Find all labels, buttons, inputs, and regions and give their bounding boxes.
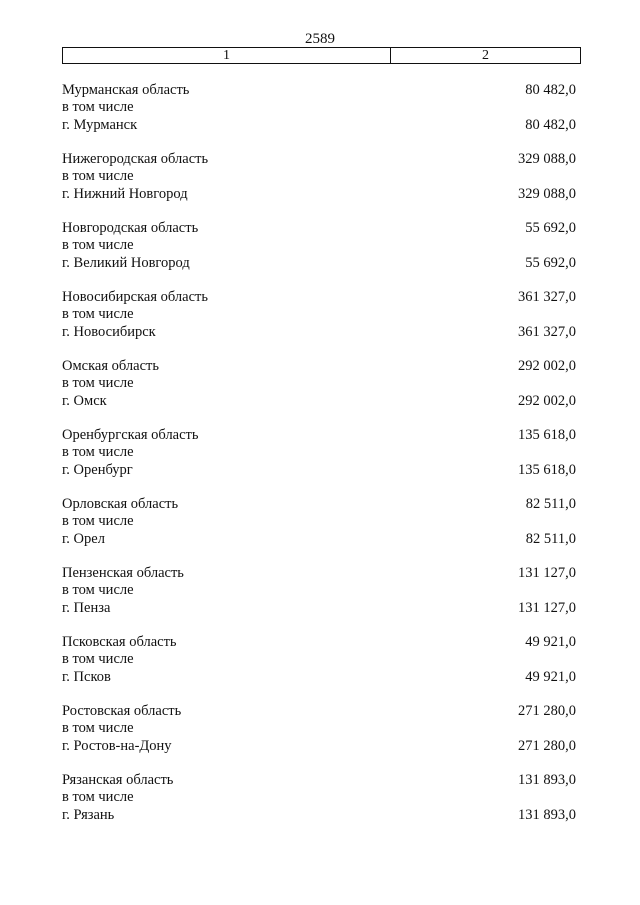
sub-label: в том числе — [62, 237, 134, 253]
region-entry — [62, 82, 576, 151]
sub-label: в том числе — [62, 513, 134, 529]
city-name: г. Орел — [62, 531, 105, 547]
city-name: г. Нижний Новгород — [62, 186, 188, 202]
city-name: г. Пенза — [62, 600, 111, 616]
region-name: Нижегородская область — [62, 151, 209, 167]
city-name: г. Ростов-на-Дону — [62, 738, 172, 754]
region-value: 292 002,0 — [518, 358, 576, 374]
city-name: г. Оренбург — [62, 462, 133, 478]
header-column-1: 1 — [63, 48, 391, 63]
region-entry — [62, 772, 576, 841]
city-name: г. Омск — [62, 393, 107, 409]
city-name: г. Рязань — [62, 807, 115, 823]
city-value: 55 692,0 — [525, 255, 576, 271]
city-value: 131 893,0 — [518, 807, 576, 823]
region-name: Орловская область — [62, 496, 179, 512]
city-value: 329 088,0 — [518, 186, 576, 202]
region-value: 361 327,0 — [518, 289, 576, 305]
region-entry — [62, 220, 576, 289]
region-value: 82 511,0 — [525, 496, 576, 512]
region-value: 329 088,0 — [518, 151, 576, 167]
region-entry — [62, 496, 576, 565]
table-header — [62, 47, 581, 64]
region-value: 55 692,0 — [525, 220, 576, 236]
region-name: Ростовская область — [62, 703, 182, 719]
region-entry — [62, 151, 576, 220]
region-value: 271 280,0 — [518, 703, 576, 719]
city-value: 271 280,0 — [518, 738, 576, 754]
sub-label: в том числе — [62, 720, 134, 736]
city-value: 135 618,0 — [518, 462, 576, 478]
region-name: Рязанская область — [62, 772, 174, 788]
city-name: г. Мурманск — [62, 117, 138, 133]
city-value: 361 327,0 — [518, 324, 576, 340]
header-column-2: 2 — [482, 48, 489, 63]
entries-list — [62, 82, 576, 841]
region-value: 131 127,0 — [518, 565, 576, 581]
region-value: 80 482,0 — [525, 82, 576, 98]
region-value: 131 893,0 — [518, 772, 576, 788]
sub-label: в том числе — [62, 99, 134, 115]
region-entry — [62, 565, 576, 634]
sub-label: в том числе — [62, 306, 134, 322]
sub-label: в том числе — [62, 582, 134, 598]
city-value: 80 482,0 — [525, 117, 576, 133]
region-value: 49 921,0 — [525, 634, 576, 650]
city-value: 292 002,0 — [518, 393, 576, 409]
sub-label: в том числе — [62, 444, 134, 460]
sub-label: в том числе — [62, 789, 134, 805]
region-entry — [62, 634, 576, 703]
region-entry — [62, 358, 576, 427]
sub-label: в том числе — [62, 168, 134, 184]
region-entry — [62, 703, 576, 772]
region-name: Пензенская область — [62, 565, 184, 581]
sub-label: в том числе — [62, 651, 134, 667]
region-name: Мурманская область — [62, 82, 190, 98]
city-value: 131 127,0 — [518, 600, 576, 616]
region-name: Новгородская область — [62, 220, 199, 236]
sub-label: в том числе — [62, 375, 134, 391]
region-name: Оренбургская область — [62, 427, 199, 443]
city-value: 82 511,0 — [525, 531, 576, 547]
region-value: 135 618,0 — [518, 427, 576, 443]
region-name: Омская область — [62, 358, 159, 374]
region-name: Псковская область — [62, 634, 177, 650]
city-value: 49 921,0 — [525, 669, 576, 685]
city-name: г. Новосибирск — [62, 324, 156, 340]
page-number: 2589 — [305, 31, 335, 47]
region-entry — [62, 427, 576, 496]
region-entry — [62, 289, 576, 358]
city-name: г. Великий Новгород — [62, 255, 190, 271]
region-name: Новосибирская область — [62, 289, 208, 305]
city-name: г. Псков — [62, 669, 111, 685]
